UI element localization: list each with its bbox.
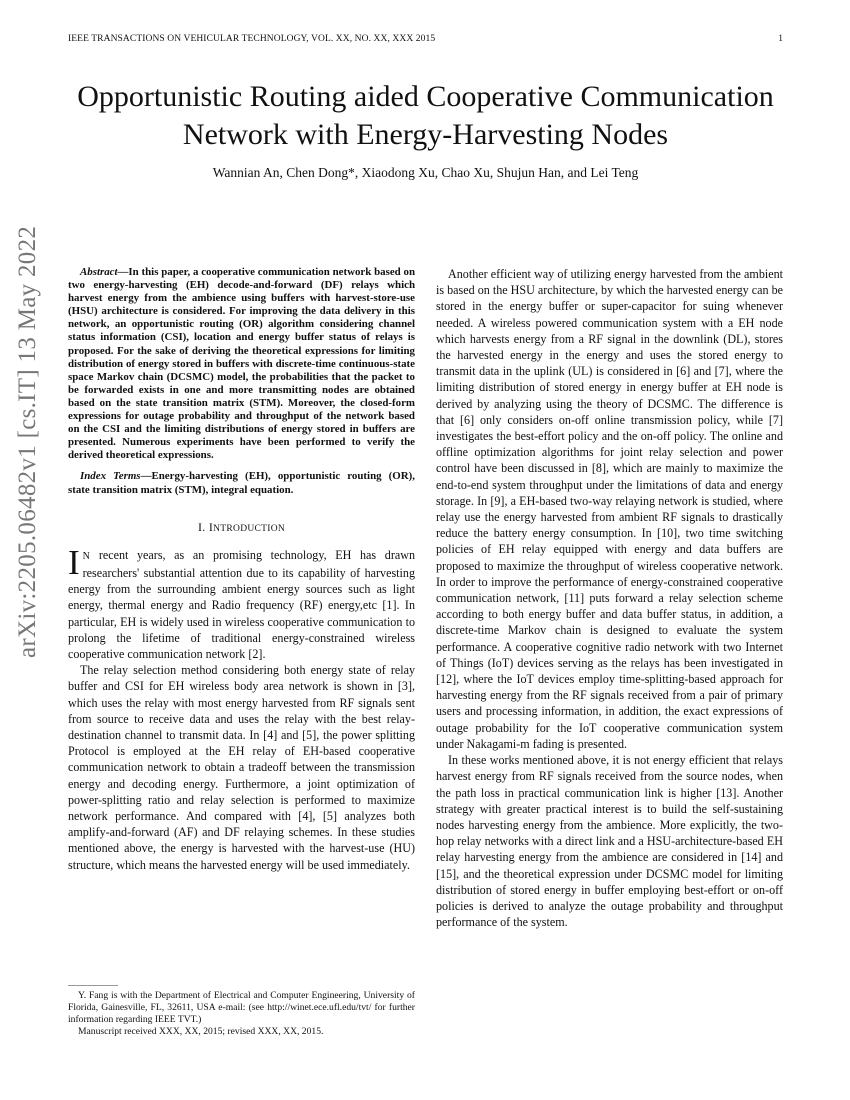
index-terms-label: Index Terms [80, 470, 141, 483]
lead-in-caps: N [82, 550, 91, 562]
drop-cap: I [68, 542, 80, 582]
left-column [68, 266, 415, 873]
paper-title: Opportunistic Routing aided Cooperative Communication Network with Energy-Harvesting Nodes [77, 80, 774, 151]
intro-paragraph-1-text: recent years, as an promising technology, EH has drawn researchers' substantial attention due to its capability of harvesting energy from the surrounding ambient energy sources such as light energy, thermal energy and Radio frequency (RF) energy,etc [1]. In particular, EH is widely used in wireless cooperative communication to prolong the lifetime of traditional energy-constrained wireless cooperative communication network [2]. [68, 547, 415, 662]
intro-paragraph-4: In these works mentioned above, it is not energy efficient that relays harvest energy from RF signals received from the source nodes, when the path loss in practical communication link is higher [13]. Another strategy with greater practical interest is to build the self-sustaining nodes harvesting energy from the ambience. More explicitly, the two-hop relay networks with a direct link and a HSU-architecture-based EH relay harvesting energy from the ambience are considered in [14] and [15], and the theoretical expression under DCSMC model for limiting distribution of stored energy in buffer employing best-effort or on-off policies is derived to analyze the outage probability and throughput performance of the system. [436, 753, 783, 930]
section-heading-introduction [68, 519, 415, 537]
arxiv-stamp: arXiv:2205.06482v1 [cs.IT] 13 May 2022 [14, 225, 41, 658]
intro-paragraph-3: Another efficient way of utilizing energy harvested from the ambient is based on the HSU architecture, by which the harvested energy can be stored in the energy buffer or super-capacitor for suing whenever needed. A wireless powered communication system with a EH node which harvests energy from a RF signal in the downlink (DL), stores the harvested energy in the energy and uses the stored energy to transmit data in the uplink (UL) is considered in [6] and [7], where the limiting distribution of stored energy in energy buffer at EH node is derived by analyzing using the theory of DCSMC. The difference is that [6] only considers on-off online transmission policy, while [7] investigates the best-effort policy and the on-off policy. The online and offline optimization algorithms for joint relay selection and power control have been discussed in [8], which are mainly to maximize the end-to-end system throughput under the limitations of data and energy storage. In [9], a EH-based two-way relaying network is studied, where relay use the energy harvested from ambient RF signals to drastically reduce the battery energy consumption. In [10], two time switching policies of EH relay equipped with energy and data buffers are proposed to maximize the throughput of wireless cooperative network. In order to improve the performance of energy-constrained cooperative communication network, [11] puts forward a relay selection scheme according to both energy buffer and data buffer status, in addition, a discrete-time Markov chain is designed to evaluate the system performance. A cooperative cognitive radio network with two Internet of Things (IoT) devices serving as the relays has been investigated in [12], where the IoT devices employ time-splitting-based approach for harvesting energy from the RF signals received from a pair of primary users and processing information, in addition, the exact expressions of outage probability for the IoT cooperative communication system under Nakagami-m fading is presented. [436, 267, 783, 751]
abstract [68, 266, 415, 462]
abstract-label: Abstract [80, 266, 118, 278]
author-list: Wannian An, Chen Dong*, Xiaodong Xu, Chao Xu, Shujun Han, and Lei Teng [212, 165, 639, 180]
section-name: NTRODUCTION [213, 523, 286, 534]
intro-paragraph-2: The relay selection method considering both energy state of relay buffer and CSI for EH wireless body area network is shown in [3], which uses the relay with most energy harvested from RF signals sent from source to receive data and uses the relay with the best relay-destination channel to transmit data. In [4] and [5], the power splitting Protocol is employed at the EH relay of EH-based cooperative communication network to obtain a tradeoff between the transmission energy and decoding energy. Furthermore, a joint optimization of power-splitting ratio and relay selection is performed to maximize network performance. And compared with [4], [5] analyzes both amplify-and-forward (AF) and DF relaying schemes. In these studies mentioned above, the energy is harvested with the harvest-use (HU) structure, which means the harvested energy will be used immediately. [68, 663, 415, 872]
footnote-affiliation: Y. Fang is with the Department of Electrical and Computer Engineering, University of Florida, Gainesville, FL, 32611, USA e-mail: (see http://winet.ece.ufl.edu/tvt/ for further information regarding IEEE TVT.) [68, 990, 415, 1025]
footnote-manuscript: Manuscript received XXX, XX, 2015; revised XXX, XX, 2015. [78, 1026, 324, 1037]
index-terms [68, 470, 415, 496]
index-terms-text: —Energy-harvesting (EH), opportunistic routing (OR), state transition matrix (STM), integral equation. [68, 470, 415, 496]
abstract-text: —In this paper, a cooperative communication network based on two energy-harvesting (EH) decode-and-forward (DF) relays which harvest energy from the ambience using buffers with harvest-store-use (HSU) architecture is considered. For improving the data delivery in this network, an opportunistic routing (OR) algorithm considering channel status information (CSI), location and energy buffer status of relays is proposed. For the sake of deriving the theoretical expressions for limiting distribution of energy stored in buffers with discrete-time continuous-state space Markov chain (DCSMC) model, the probabilities that the packet to be forwarded exists in one and more transmitting nodes are obtained based on the state transition matrix (STM). Moreover, the closed-form expressions for outage probability and throughput of the network based on the CSI and the limiting distributions of energy stored in buffers are presented. Numerous experiments have been performed to verify the derived theoretical expressions. [68, 266, 415, 462]
right-column [436, 266, 783, 930]
intro-paragraph-1 [68, 542, 415, 662]
title-block [68, 78, 783, 181]
journal-name: IEEE TRANSACTIONS ON VEHICULAR TECHNOLOGY, VOL. XX, NO. XX, XXX 2015 [68, 34, 436, 44]
footnote [68, 990, 415, 1038]
footnote-divider [68, 985, 118, 986]
page-number: 1 [778, 34, 783, 44]
section-numeral: I. I [197, 519, 214, 534]
